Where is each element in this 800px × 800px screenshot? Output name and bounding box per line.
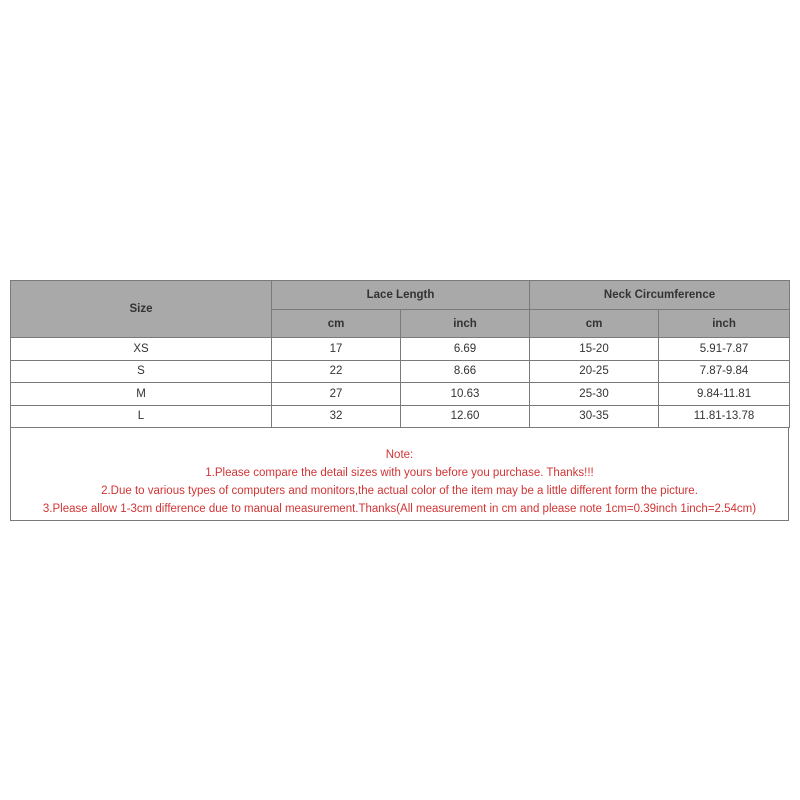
header-lace-inch: inch <box>401 310 530 338</box>
header-neck-circumference: Neck Circumference <box>530 281 790 310</box>
cell-neck-inch: 11.81-13.78 <box>659 405 790 428</box>
table-row <box>11 383 790 406</box>
cell-neck-cm: 15-20 <box>530 338 659 361</box>
cell-neck-cm: 20-25 <box>530 360 659 383</box>
cell-neck-inch: 5.91-7.87 <box>659 338 790 361</box>
header-neck-inch: inch <box>659 310 790 338</box>
size-chart <box>10 280 789 521</box>
cell-lace-inch: 12.60 <box>401 405 530 428</box>
cell-size: M <box>11 383 272 406</box>
cell-neck-cm: 25-30 <box>530 383 659 406</box>
note-line-1: 1.Please compare the detail sizes with yours before you purchase. Thanks!!! <box>205 467 594 479</box>
header-lace-length: Lace Length <box>272 281 530 310</box>
note-title: Note: <box>385 449 414 461</box>
header-neck-cm: cm <box>530 310 659 338</box>
cell-size: S <box>11 360 272 383</box>
header-row-top <box>11 281 790 310</box>
cell-neck-cm: 30-35 <box>530 405 659 428</box>
cell-lace-inch: 10.63 <box>401 383 530 406</box>
cell-neck-inch: 7.87-9.84 <box>659 360 790 383</box>
cell-size: L <box>11 405 272 428</box>
cell-lace-cm: 27 <box>272 383 401 406</box>
cell-lace-cm: 22 <box>272 360 401 383</box>
header-lace-cm: cm <box>272 310 401 338</box>
note-line-2: 2.Due to various types of computers and monitors,the actual color of the item may be a little different form the picture. <box>101 485 698 497</box>
table-row <box>11 338 790 361</box>
note-line-3: 3.Please allow 1-3cm difference due to manual measurement.Thanks(All measurement in cm and please note 1cm=0.39inch 1inch=2.54cm) <box>42 503 757 515</box>
cell-lace-cm: 17 <box>272 338 401 361</box>
table-row <box>11 360 790 383</box>
table-row <box>11 405 790 428</box>
notes-box <box>10 428 789 521</box>
cell-lace-inch: 8.66 <box>401 360 530 383</box>
size-table <box>10 280 790 428</box>
cell-neck-inch: 9.84-11.81 <box>659 383 790 406</box>
header-size: Size <box>11 281 272 338</box>
cell-lace-inch: 6.69 <box>401 338 530 361</box>
cell-lace-cm: 32 <box>272 405 401 428</box>
cell-size: XS <box>11 338 272 361</box>
